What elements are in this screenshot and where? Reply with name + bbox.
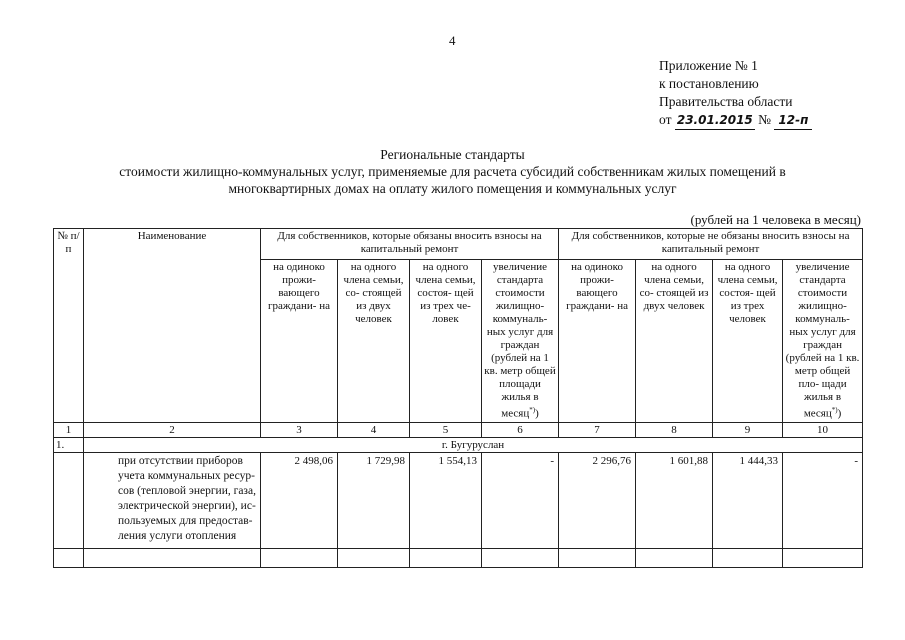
appendix-line-3: Правительства области: [659, 94, 793, 109]
footnote-marker: *): [831, 406, 838, 414]
page-number: 4: [449, 33, 456, 48]
appendix-line-2: к постановлению: [659, 76, 759, 91]
row-num: [54, 452, 84, 548]
header-a4: [482, 260, 559, 423]
header-group-a: Для собственников, которые обязаны вносить взносы на капитальный ремонт: [261, 229, 559, 260]
empty-row: [54, 548, 863, 567]
section-name: г. Бугуруслан: [84, 437, 863, 452]
units-note: (рублей на 1 человека в месяц): [690, 212, 861, 227]
empty-cell: [54, 548, 84, 567]
value-cell: 2 296,76: [559, 452, 636, 548]
column-number: 6: [482, 422, 559, 437]
header-a1: на одиноко прожи- вающего граждани- на: [261, 260, 338, 423]
date-prefix: от: [659, 112, 672, 127]
value-cell: -: [482, 452, 559, 548]
column-number: 7: [559, 422, 636, 437]
empty-cell: [482, 548, 559, 567]
header-a4-close: ): [535, 407, 539, 420]
title-line-3: многоквартирных домах на оплату жилого помещения и коммунальных услуг: [228, 181, 677, 196]
footnote-marker: *): [529, 406, 536, 414]
title-line-2: стоимости жилищно-коммунальных услуг, применяемые для расчета субсидий собственникам жилых помещений в: [119, 164, 786, 179]
header-a4-text: увеличение стандарта стоимости жилищно- коммуналь- ных услуг для граждан (рублей на 1 кв. метр общей площади жилья в месяц: [484, 261, 556, 420]
header-name: Наименование: [84, 229, 261, 423]
empty-cell: [559, 548, 636, 567]
header-b3: на одного члена семьи, состоя- щей из трех человек: [713, 260, 783, 423]
empty-cell: [338, 548, 410, 567]
header-group-b: Для собственников, которые не обязаны вносить взносы на капитальный ремонт: [559, 229, 863, 260]
header-b4: [783, 260, 863, 423]
title-line-1: Региональные стандарты: [380, 147, 525, 162]
number-label: №: [758, 112, 772, 127]
empty-cell: [410, 548, 482, 567]
standards-table: [53, 228, 863, 568]
column-number: 4: [338, 422, 410, 437]
column-number: 3: [261, 422, 338, 437]
appendix-date-line: [659, 111, 812, 130]
document-title: [40, 146, 865, 197]
empty-cell: [636, 548, 713, 567]
row-name: при отсутствии приборов учета коммунальных ресур- сов (тепловой энергии, газа, электрической энергии), ис- пользуемых для предостав- ления услуги отопления: [84, 452, 261, 548]
header-b4-text: увеличение стандарта стоимости жилищно- коммуналь- ных услуг для граждан (рублей на 1 кв. метр общей пло- щади жилья в месяц: [785, 261, 860, 420]
empty-cell: [261, 548, 338, 567]
header-b2: на одного члена семьи, со- стоящей из двух человек: [636, 260, 713, 423]
value-cell: -: [783, 452, 863, 548]
section-row: [54, 437, 863, 452]
appendix-line-1: Приложение № 1: [659, 58, 758, 73]
value-cell: 1 601,88: [636, 452, 713, 548]
header-num: № п/п: [54, 229, 84, 423]
header-a3: на одного члена семьи, состоя- щей из трех че- ловек: [410, 260, 482, 423]
header-row-1: [54, 229, 863, 260]
empty-cell: [84, 548, 261, 567]
handwritten-date: 23.01.2015: [675, 111, 755, 130]
column-number-row: [54, 422, 863, 437]
header-b1: на одиноко прожи- вающего граждани- на: [559, 260, 636, 423]
column-number: 1: [54, 422, 84, 437]
value-cell: 1 729,98: [338, 452, 410, 548]
value-cell: 2 498,06: [261, 452, 338, 548]
column-number: 9: [713, 422, 783, 437]
column-number: 10: [783, 422, 863, 437]
value-cell: 1 554,13: [410, 452, 482, 548]
empty-cell: [783, 548, 863, 567]
column-number: 8: [636, 422, 713, 437]
empty-cell: [713, 548, 783, 567]
column-number: 5: [410, 422, 482, 437]
handwritten-number: 12-п: [774, 111, 812, 130]
section-num: 1.: [54, 437, 84, 452]
value-cell: 1 444,33: [713, 452, 783, 548]
header-b4-close: ): [837, 407, 842, 420]
column-number: 2: [84, 422, 261, 437]
header-a2: на одного члена семьи, со- стоящей из двух человек: [338, 260, 410, 423]
table-row: [54, 452, 863, 548]
appendix-block: [659, 57, 812, 130]
